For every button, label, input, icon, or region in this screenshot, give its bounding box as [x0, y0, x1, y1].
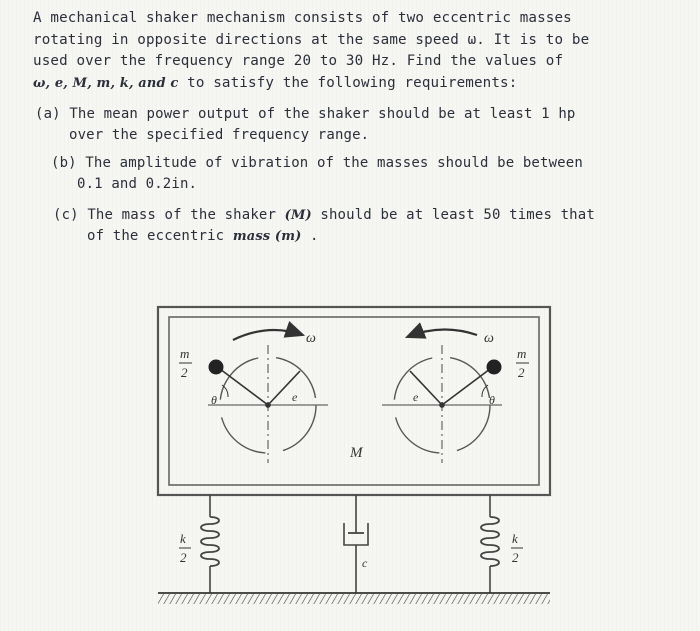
left-omega-label: ω: [306, 331, 316, 346]
left-k-denominator: 2: [180, 550, 187, 565]
damper: [344, 495, 368, 593]
right-m-numerator: m: [517, 346, 527, 361]
part-b-line-1: The amplitude of vibration of the masses should be between: [85, 155, 583, 171]
part-b-label: (b): [51, 155, 77, 171]
var-M: (M): [284, 208, 312, 223]
right-eccentric-arm: [442, 369, 490, 405]
part-a: [35, 104, 675, 146]
problem-line-2: rotating in opposite directions at the same speed ω. It is to be: [33, 31, 590, 48]
part-c-line-1-post: should be at least 50 times that: [311, 207, 595, 223]
left-spring: [179, 495, 219, 593]
part-a-line-1: The mean power output of the shaker should be at least 1 hp: [69, 106, 576, 122]
left-pivot: [265, 402, 271, 408]
left-theta-label: θ: [211, 393, 217, 407]
problem-line-1: A mechanical shaker mechanism consists of two eccentric masses: [33, 10, 572, 26]
left-eccentric-mass: [209, 360, 224, 375]
part-c-label: (c): [53, 207, 79, 223]
part-c-line-2: [53, 226, 683, 247]
part-c-line-2-post: .: [301, 228, 319, 244]
shaker-figure: [150, 305, 560, 619]
right-rotor: [382, 329, 529, 463]
right-k-denominator: 2: [512, 550, 519, 565]
left-m-numerator: m: [180, 346, 190, 361]
left-k-numerator: k: [180, 531, 186, 546]
right-k-numerator: k: [512, 531, 518, 546]
right-rotation-arrow: [407, 329, 477, 337]
left-e-label: e: [292, 390, 298, 404]
part-c-line-2-pre: of the eccentric: [87, 228, 233, 244]
left-rotor: [179, 330, 328, 463]
shaker-diagram: [150, 305, 560, 615]
part-c: [53, 205, 683, 247]
right-omega-label: ω: [484, 331, 494, 346]
problem-line-4-rest: to satisfy the following requirements:: [178, 74, 518, 91]
part-b-line-2: 0.1 and 0.2in.: [77, 176, 198, 192]
right-spring: [481, 495, 523, 593]
var-m: mass (m): [232, 229, 302, 244]
part-c-line-1-pre: The mass of the shaker: [87, 207, 285, 223]
left-rotation-arrow: [233, 330, 303, 340]
right-eccentric-mass: [487, 360, 502, 375]
variable-list: ω, e, M, m, k, and c: [33, 75, 179, 91]
problem-statement: [33, 8, 673, 94]
right-m-denominator: 2: [518, 365, 525, 380]
part-a-line-2: over the specified frequency range.: [69, 127, 370, 143]
right-e-label: e: [413, 390, 419, 404]
left-m-denominator: 2: [181, 365, 188, 380]
problem-line-4: [33, 73, 673, 95]
damper-c-label: c: [362, 556, 368, 570]
left-eccentric-arm: [220, 369, 268, 405]
problem-line-3: used over the frequency range 20 to 30 Hz. Find the values of: [33, 53, 564, 69]
part-b: [51, 153, 681, 195]
right-pivot: [439, 402, 445, 408]
right-theta-label: θ: [489, 393, 495, 407]
ground: [158, 593, 550, 604]
part-a-label: (a): [35, 106, 61, 122]
shaker-mass-label: M: [350, 445, 363, 461]
